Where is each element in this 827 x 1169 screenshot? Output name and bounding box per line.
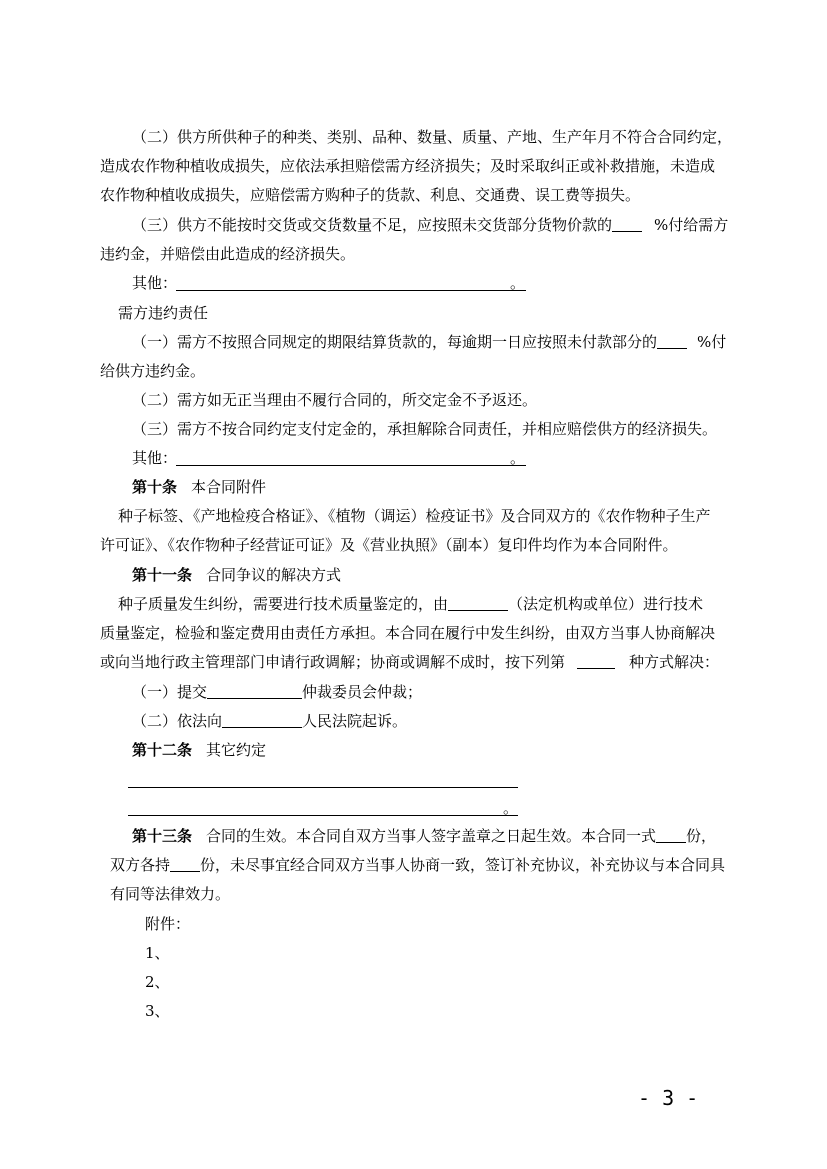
text-segment: （一）需方不按照合同规定的期限结算货款的，每逾期一日应按照未付款部分的 (132, 333, 658, 351)
attachment-item: 2、 (145, 973, 170, 991)
paragraph-line (132, 711, 407, 731)
paragraph-line: 造成农作物种植收成损失，应依法承担赔偿需方经济损失；及时采取纠正或补救措施，未造成 (100, 157, 716, 175)
fill-blank[interactable] (448, 596, 508, 611)
paragraph-line: （二）供方所供种子的种类、类别、品种、数量、质量、产地、生产年月不符合合同约定， (132, 128, 733, 146)
fill-line[interactable] (128, 787, 518, 788)
text-segment: 种方式解决： (629, 653, 720, 671)
paragraph-line (132, 682, 422, 702)
text-segment: 人民法院起诉。 (302, 712, 408, 730)
text-segment: （一）提交 (132, 683, 208, 701)
article-heading (132, 740, 266, 760)
fill-line[interactable] (176, 290, 526, 291)
article-title: 本合同附件 (191, 478, 267, 496)
paragraph-line: （二）需方如无正当理由不履行合同的，所交定金不予返还。 (132, 391, 538, 409)
paragraph-line: 种子标签、《产地检疫合格证》、《植物（调运）检疫证书》及合同双方的《农作物种子生产 (118, 507, 711, 525)
page-number: - 3 - (638, 1086, 699, 1110)
text-segment: （法定机构或单位）进行技术 (508, 595, 704, 613)
article-number: 第十三条 (132, 827, 193, 845)
text-segment: 合同的生效。本合同自双方当事人签字盖章之日起生效。本合同一式 (206, 827, 657, 845)
article-number: 第十二条 (132, 741, 193, 759)
end-mark: 。 (510, 449, 526, 467)
fill-blank[interactable] (612, 217, 642, 232)
end-mark: 。 (510, 274, 526, 292)
text-segment: （三）供方不能按时交货或交货数量不足，应按照未交货部分货物价款的 (132, 216, 613, 234)
paragraph-line: 违约金，并赔偿由此造成的经济损失。 (100, 245, 356, 263)
attachment-item: 1、 (145, 944, 170, 962)
fill-line[interactable] (128, 815, 518, 816)
article-number: 第十一条 (132, 566, 193, 584)
text-segment: 份， (686, 827, 717, 845)
paragraph-line (100, 652, 719, 672)
other-label: 其他： (132, 449, 178, 467)
text-segment: 或向当地行政主管理部门申请行政调解；协商或调解不成时，按下列第 (100, 653, 566, 671)
paragraph-line (132, 215, 728, 235)
fill-blank[interactable] (222, 713, 302, 728)
article-title: 合同争议的解决方式 (206, 566, 342, 584)
paragraph-line (118, 594, 703, 614)
article-number: 第十条 (132, 478, 178, 496)
text-segment: 份，未尽事宜经合同双方当事人协商一致，签订补充协议，补充协议与本合同具 (200, 856, 726, 874)
text-segment: 种子质量发生纠纷，需要进行技术质量鉴定的，由 (118, 595, 449, 613)
article-heading (132, 477, 266, 497)
other-label: 其他： (132, 274, 178, 292)
article-heading (132, 565, 341, 585)
paragraph-line: 有同等法律效力。 (110, 885, 231, 903)
attachment-item: 3、 (145, 1002, 170, 1020)
fill-blank[interactable] (656, 828, 686, 843)
paragraph-line: 农作物种植收成损失，应赔偿需方购种子的货款、利息、交通费、误工费等损失。 (100, 186, 641, 204)
paragraph-line: 给供方违约金。 (100, 362, 206, 380)
fill-blank[interactable] (207, 684, 302, 699)
paragraph-line: 许可证》、《农作物种子经营证可证》及《营业执照》（副本）复印件均作为本合同附件。 (100, 536, 678, 554)
text-segment: 双方各持 (110, 856, 171, 874)
paragraph-line (132, 332, 726, 352)
paragraph-line (132, 826, 716, 846)
end-mark: 。 (503, 799, 519, 817)
text-segment: %付 (697, 333, 727, 351)
section-heading: 需方违约责任 (118, 304, 209, 322)
article-title: 其它约定 (206, 741, 267, 759)
paragraph-line (110, 855, 725, 875)
fill-blank[interactable] (170, 857, 200, 872)
attachment-label: 附件： (145, 915, 191, 933)
fill-blank[interactable] (577, 654, 615, 669)
text-segment: 仲裁委员会仲裁； (302, 683, 423, 701)
paragraph-line: （三）需方不按合同约定支付定金的，承担解除合同责任，并相应赔偿供方的经济损失。 (132, 420, 718, 438)
fill-line[interactable] (176, 465, 526, 466)
fill-blank[interactable] (657, 334, 687, 349)
text-segment: %付给需方 (654, 216, 729, 234)
text-segment: （二）依法向 (132, 712, 223, 730)
paragraph-line: 质量鉴定，检验和鉴定费用由责任方承担。本合同在履行中发生纠纷，由双方当事人协商解决 (100, 624, 716, 642)
